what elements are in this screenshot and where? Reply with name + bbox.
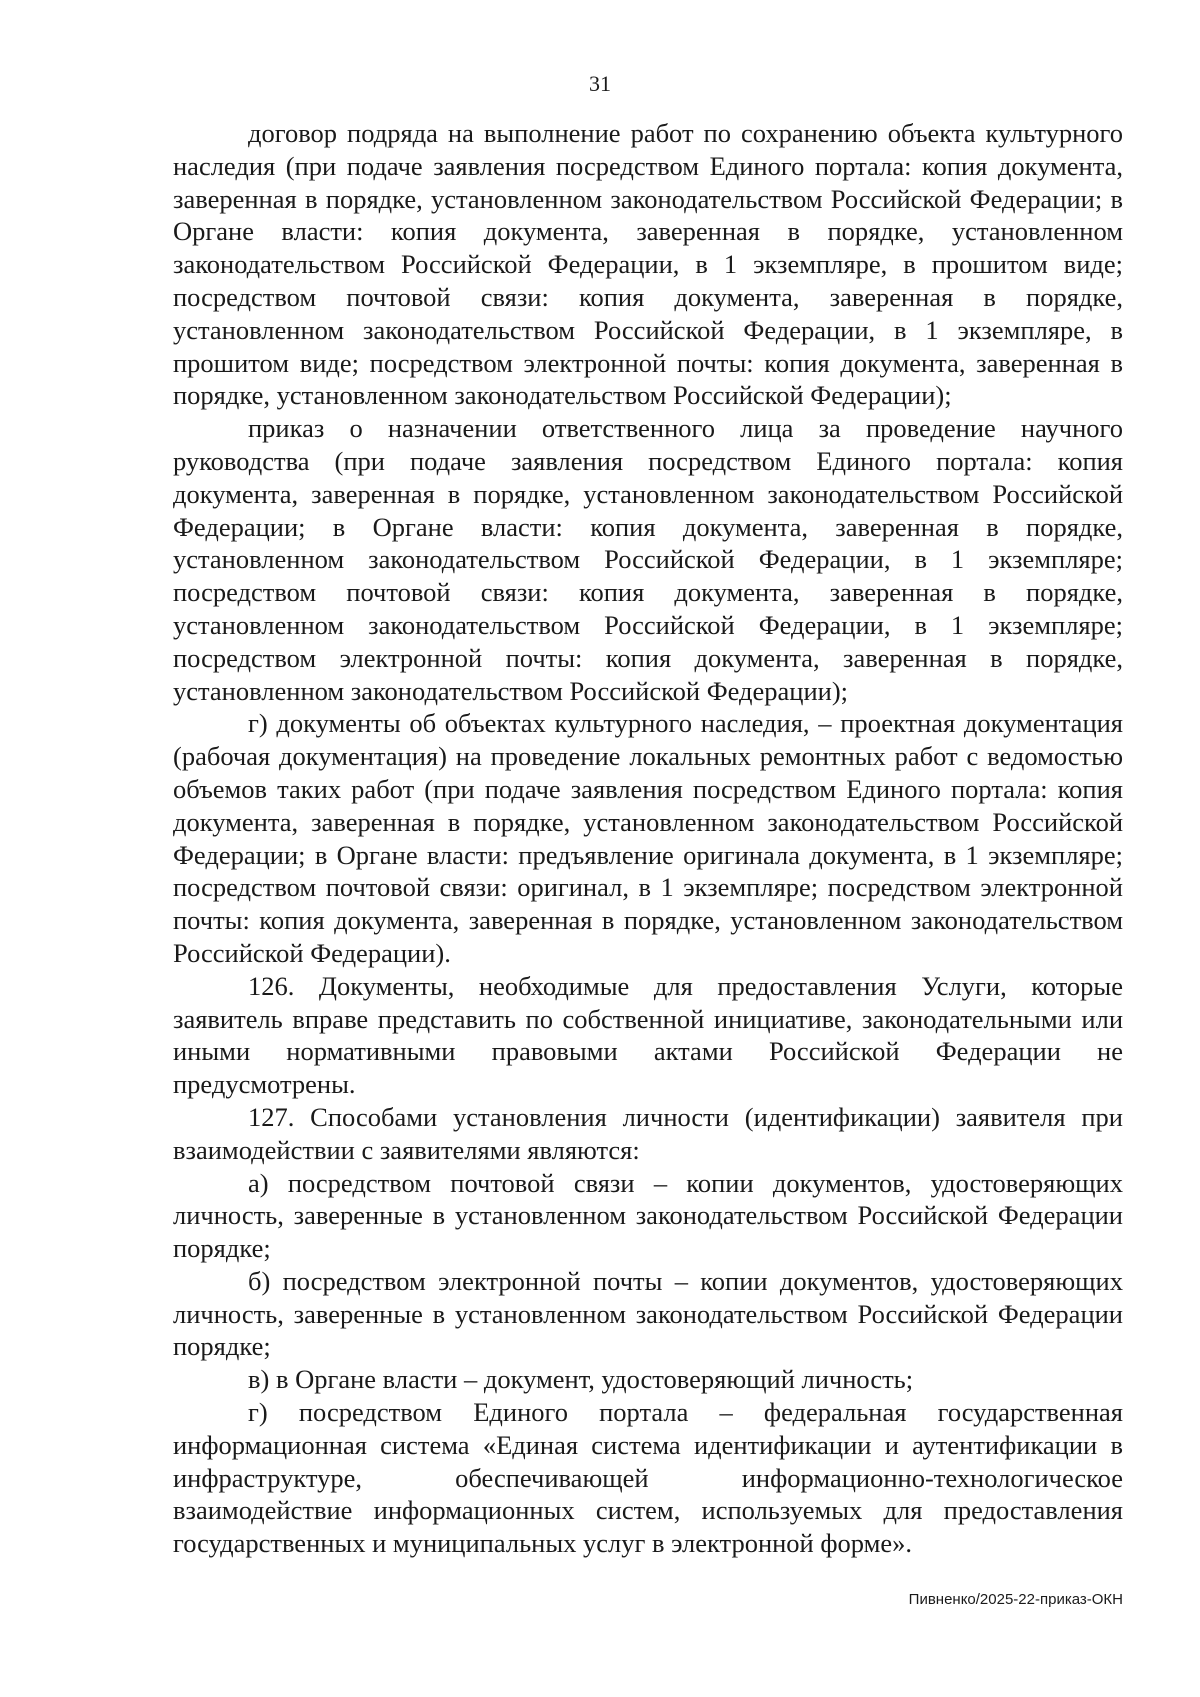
- paragraph-contract: договор подряда на выполнение работ по сохранению объекта культурного наследия (при подаче заявления посредством Единого портала: копия документа, заверенная в порядке, установленном законодательством Российской Федерации; в Органе власти: копия документа, заверенная в порядке, установленном законодательством Российской Федерации, в 1 экземпляре, в прошитом виде; посредством почтовой связи: копия документа, заверенная в порядке, установленном законодательством Российской Федерации, в 1 экземпляре, в прошитом виде; посредством электронной почты: копия документа, заверенная в порядке, установленном законодательством Российской Федерации);: [173, 118, 1123, 411]
- paragraph-127-b: б) посредством электронной почты – копии документов, удостоверяющих личность, заверенные в установленном законодательством Российской Федерации порядке;: [173, 1265, 1123, 1362]
- paragraph-127-a: а) посредством почтовой связи – копии документов, удостоверяющих личность, заверенные в установленном законодательством Российской Федерации порядке;: [173, 1167, 1123, 1264]
- page-number: 31: [589, 71, 611, 96]
- footer-reference: Пивненко/2025-22-приказ-ОКН: [908, 1591, 1123, 1608]
- paragraph-order-appointment: приказ о назначении ответственного лица за проведение научного руководства (при подаче заявления посредством Единого портала: копия документа, заверенная в порядке, установленном законодательством Российской Федерации; в Органе власти: копия документа, заверенная в порядке, установленном законодательством Российской Федерации, в 1 экземпляре; посредством почтовой связи: копия документа, заверенная в порядке, установленном законодательством Российской Федерации, в 1 экземпляре; посредством электронной почты: копия документа, заверенная в порядке, установленном законодательством Российской Федерации);: [173, 413, 1123, 706]
- paragraph-heritage-docs: г) документы об объектах культурного наследия, – проектная документация (рабочая документация) на проведение локальных ремонтных работ с ведомостью объемов таких работ (при подаче заявления посредством Единого портала: копия документа, заверенная в порядке, установленном законодательством Российской Федерации; в Органе власти: предъявление оригинала документа, в 1 экземпляре; посредством почтовой связи: оригинал, в 1 экземпляре; посредством электронной почты: копия документа, заверенная в порядке, установленном законодательством Российской Федерации).: [173, 708, 1123, 968]
- paragraph-127: 127. Способами установления личности (идентификации) заявителя при взаимодействии с заявителями являются:: [173, 1101, 1123, 1165]
- paragraph-127-v: в) в Органе власти – документ, удостоверяющий личность;: [248, 1364, 914, 1395]
- paragraph-126: 126. Документы, необходимые для предоставления Услуги, которые заявитель вправе представить по собственной инициативе, законодательными или иными нормативными правовыми актами Российской Федерации не предусмотрены.: [173, 970, 1123, 1100]
- document-body: [173, 117, 1123, 1560]
- paragraph-127-g: г) посредством Единого портала – федеральная государственная информационная система «Единая система идентификации и аутентификации в инфраструктуре, обеспечивающей информационно-технологическое взаимодействие информационных систем, используемых для предоставления государственных и муниципальных услуг в электронной форме».: [173, 1397, 1123, 1559]
